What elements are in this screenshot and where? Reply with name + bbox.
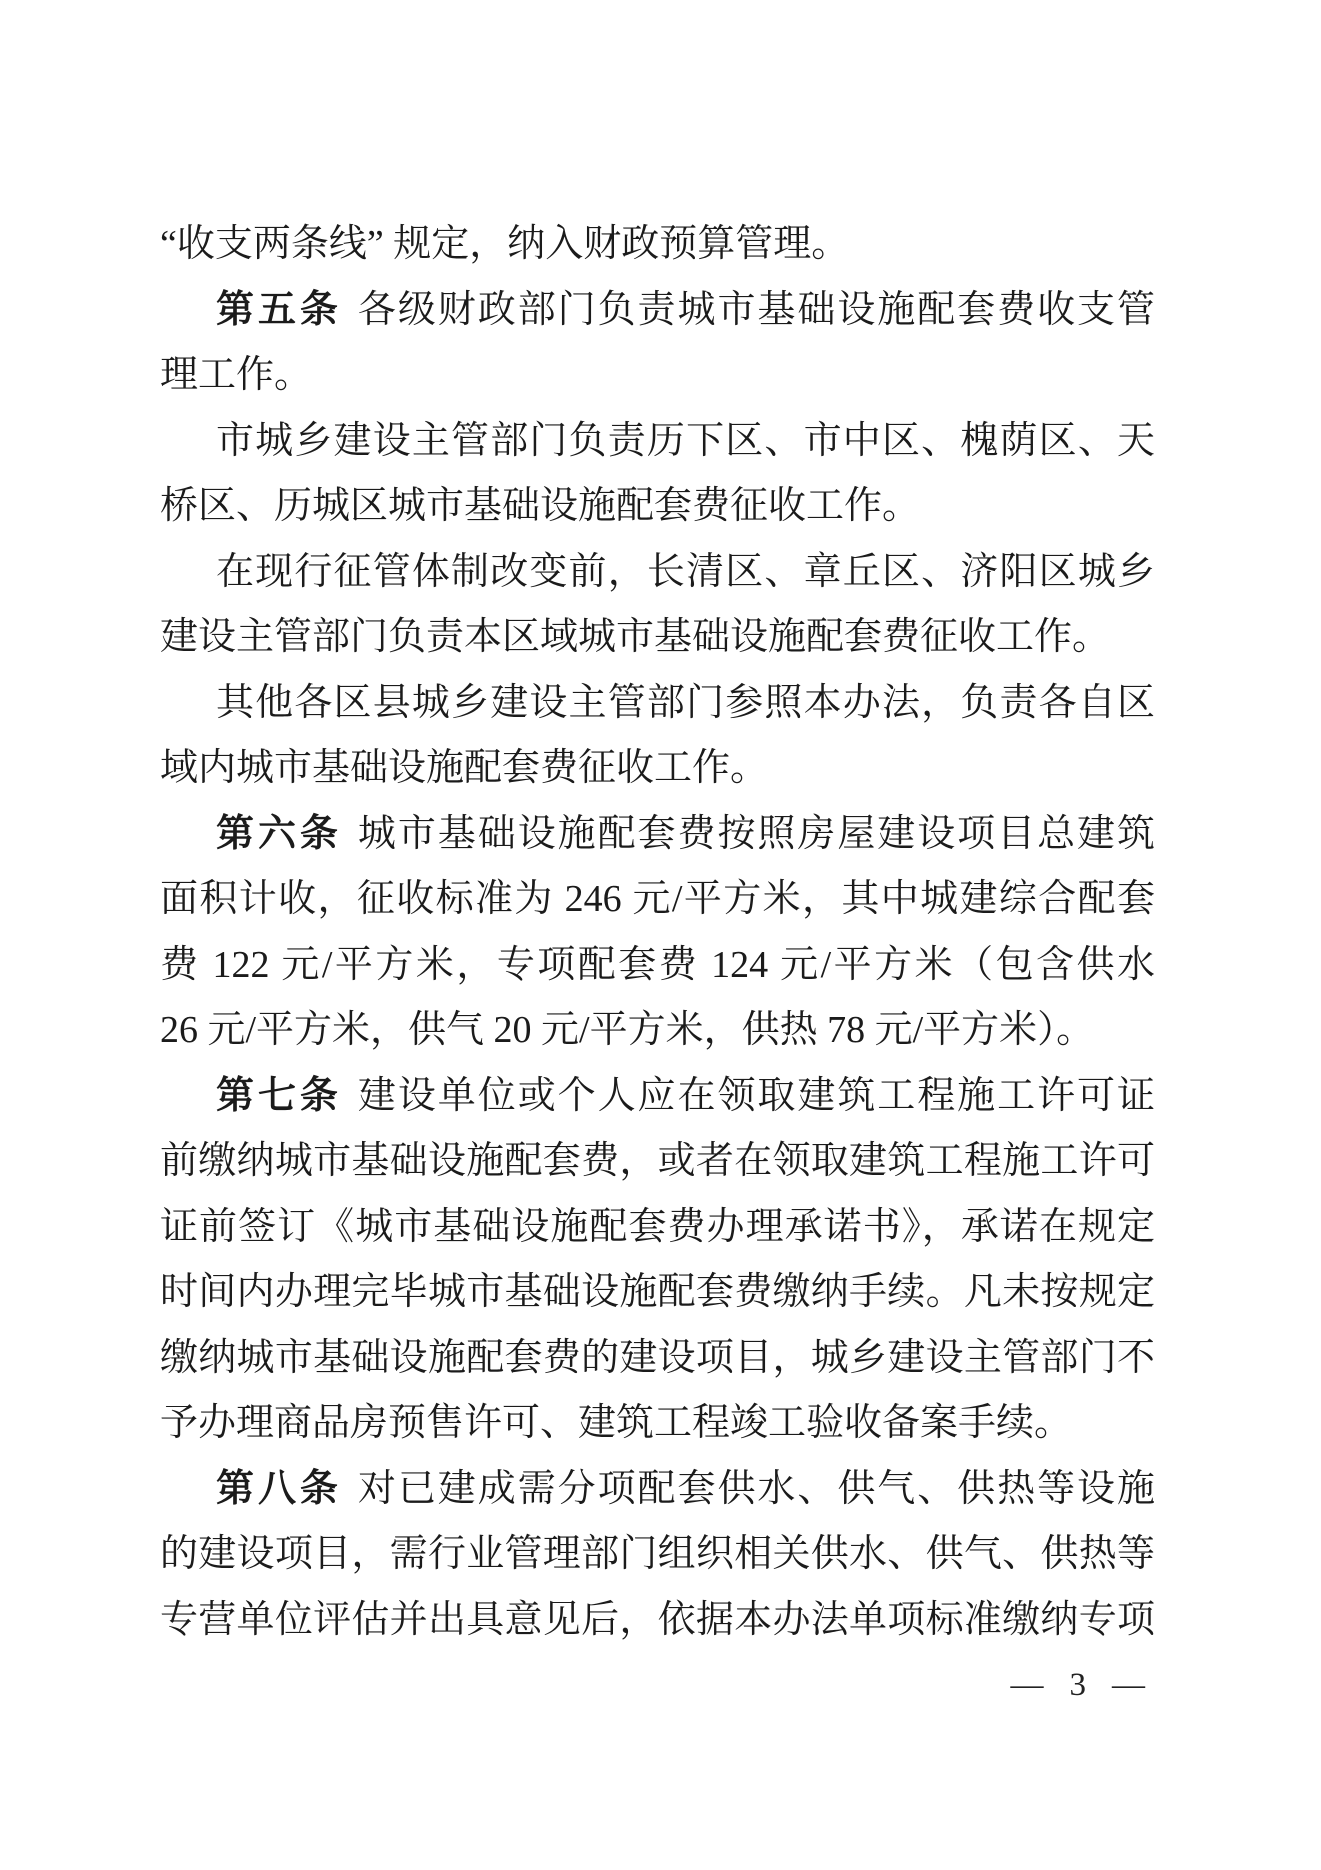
line-text: 前缴纳城市基础设施配套费，或者在领取建筑工程施工许可 [160, 1140, 1155, 1182]
text-line [160, 1129, 1155, 1195]
text-line [160, 867, 1155, 933]
text-line [160, 933, 1155, 999]
text-line [160, 1260, 1155, 1326]
text-line [160, 998, 1155, 1064]
line-text: 专营单位评估并出具意见后，依据本办法单项标准缴纳专项 [160, 1598, 1155, 1641]
text-line [160, 802, 1155, 868]
line-text: 对已建成需分项配套供水、供气、供热等设施 [357, 1467, 1155, 1510]
line-text: 时间内办理完毕城市基础设施配套费缴纳手续。凡未按规定 [160, 1271, 1155, 1313]
text-line [160, 278, 1155, 344]
line-text: 予办理商品房预售许可、建筑工程竣工验收备案手续。 [160, 1402, 1073, 1444]
line-text: 桥区、历城区城市基础设施配套费征收工作。 [160, 485, 921, 527]
article-label: 第五条 [216, 288, 342, 331]
line-text: 在现行征管体制改变前，长清区、章丘区、济阳区城乡 [216, 550, 1155, 593]
text-line [160, 540, 1155, 606]
line-text: 建设主管部门负责本区域城市基础设施配套费征收工作。 [160, 616, 1111, 658]
text-line [160, 1457, 1155, 1523]
text-line [160, 343, 1155, 409]
text-line [160, 1588, 1155, 1654]
line-text: 其他各区县城乡建设主管部门参照本办法，负责各自区 [216, 681, 1155, 724]
footer-page-number: 3 [1069, 1667, 1086, 1703]
line-text: 26 元/平方米，供气 20 元/平方米，供热 78 元/平方米）。 [160, 1009, 1095, 1051]
text-line [160, 1064, 1155, 1130]
article-label: 第六条 [216, 812, 342, 855]
text-line [160, 605, 1155, 671]
footer-left-dash: — [1010, 1667, 1044, 1703]
text-line [160, 671, 1155, 737]
line-text: 域内城市基础设施配套费征收工作。 [160, 747, 769, 789]
text-line [160, 1391, 1155, 1457]
line-text: 各级财政部门负责城市基础设施配套费收支管 [357, 288, 1155, 331]
line-text: 面积计收，征收标准为 246 元/平方米，其中城建综合配套 [160, 878, 1155, 920]
line-text: 缴纳城市基础设施配套费的建设项目，城乡建设主管部门不 [160, 1336, 1155, 1379]
line-text: 的建设项目，需行业管理部门组织相关供水、供气、供热等 [160, 1533, 1155, 1575]
page-footer [1011, 1667, 1146, 1704]
text-line [160, 409, 1155, 475]
line-text: 理工作。 [160, 354, 313, 396]
line-text: 城市基础设施配套费按照房屋建设项目总建筑 [357, 812, 1155, 855]
line-text: “收支两条线” 规定，纳入财政预算管理。 [160, 223, 850, 265]
text-line [160, 212, 1155, 278]
line-text: 市城乡建设主管部门负责历下区、市中区、槐荫区、天 [216, 419, 1155, 462]
text-line [160, 736, 1155, 802]
text-line [160, 1522, 1155, 1588]
document-body [160, 212, 1155, 1653]
text-line [160, 1195, 1155, 1261]
footer-right-dash: — [1112, 1667, 1145, 1703]
article-label: 第八条 [216, 1467, 342, 1510]
text-line [160, 1326, 1155, 1392]
line-text: 建设单位或个人应在领取建筑工程施工许可证 [357, 1074, 1155, 1117]
article-label: 第七条 [216, 1074, 342, 1117]
line-text: 证前签订《城市基础设施配套费办理承诺书》，承诺在规定 [160, 1205, 1155, 1248]
text-line [160, 474, 1155, 540]
line-text: 费 122 元/平方米，专项配套费 124 元/平方米（包含供水 [160, 943, 1155, 986]
